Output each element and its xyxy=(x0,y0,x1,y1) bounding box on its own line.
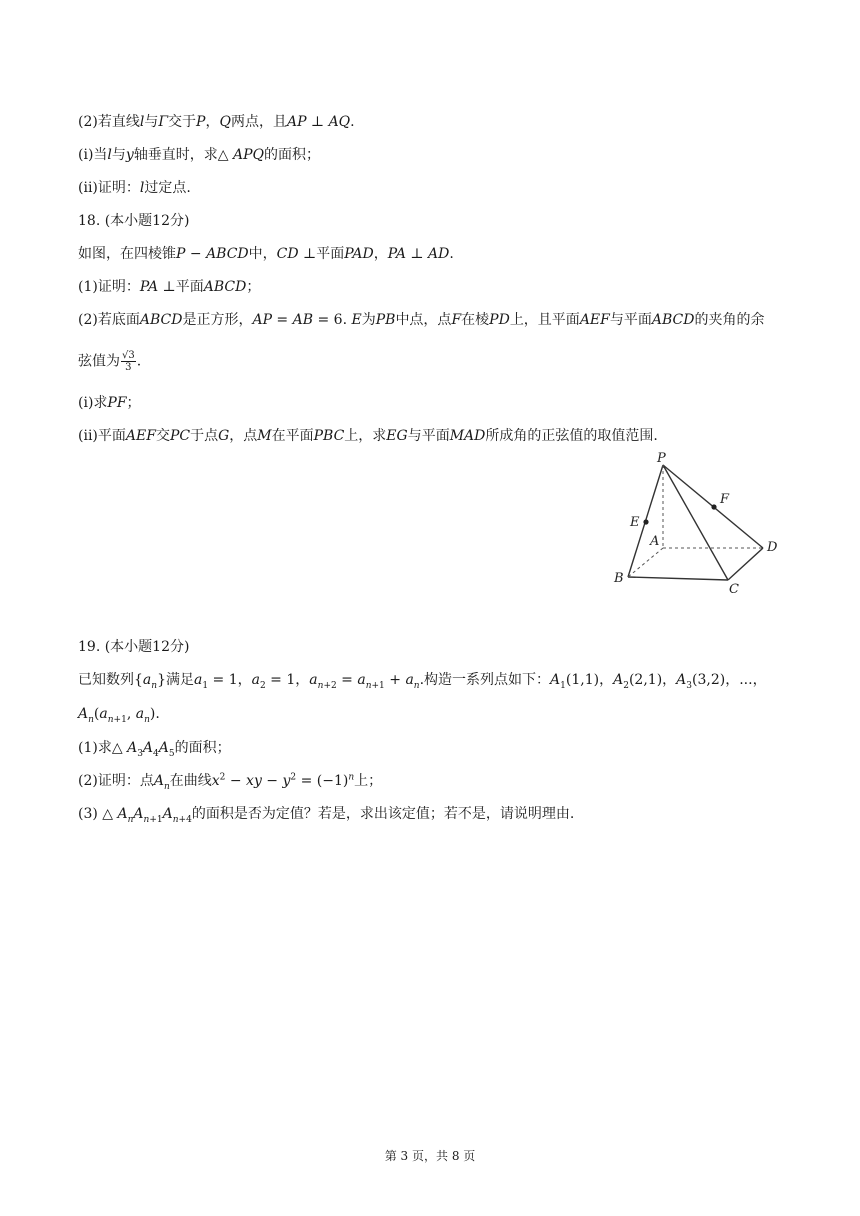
edge-pc xyxy=(663,465,728,580)
label-d: D xyxy=(767,540,778,555)
label-a: A xyxy=(650,534,660,549)
point-f xyxy=(711,504,716,509)
cosine-fraction: $\frac{√3}{3}$ xyxy=(122,350,135,373)
q19-part1: (1)求△ $A_3A_4A_5$的面积； xyxy=(78,740,231,759)
page-footer: 第 3 页，共 8 页 xyxy=(384,1149,476,1163)
q19-stem-line2: $A_n(a_{n+1}$, $a_n$). xyxy=(78,706,160,725)
label-f: F xyxy=(720,492,730,507)
q17-part2-intro: (2)若直线l与Γ交于P，Q两点，且AP ⊥ AQ. xyxy=(78,114,355,130)
q19-part3: (3) △ $A_nA_{n+1}A_{n+4}$的面积是否为定值？若是，求出该定值；若不是，请说明理由. xyxy=(78,806,575,825)
q18-header: 18. (本小题12分) xyxy=(78,213,190,229)
q19-stem-line1: 已知数列$\{a_n\}$满足$a_1 = 1$，$a_2 = 1$，$a_{n+2} = a_{n+1} + a_n$.构造一系列点如下：$A_1(1,1)$，$A_2(2,1)$，$A_3(3,2)$，...， xyxy=(78,672,767,691)
q19-part2: (2)证明：点$A_n$在曲线$x^2$ − xy − $y^2 = (-1)^n$上； xyxy=(78,772,383,792)
q18-part2-line1: (2)若底面ABCD是正方形，AP = AB = 6. E为PB中点，点F在棱PD上，且平面AEF与平面ABCD的夹角的余 xyxy=(78,312,765,328)
q18-part1: (1)证明：PA ⊥平面ABCD； xyxy=(78,279,261,295)
label-p: P xyxy=(657,451,666,466)
label-e: E xyxy=(630,515,640,530)
q17-part2-i: (i)当l与y轴垂直时，求△ APQ的面积； xyxy=(78,147,321,163)
q19-header: 19. (本小题12分) xyxy=(78,639,190,655)
point-e xyxy=(643,519,648,524)
q18-part2-line2: 弦值为 $\frac{√3}{3}$ . xyxy=(78,350,142,373)
pyramid-figure xyxy=(600,448,800,598)
label-c: C xyxy=(729,582,739,597)
q18-part2-ii: (ii)平面AEF交PC于点G，点M在平面PBC上，求EG与平面MAD所成角的正弦值的取值范围. xyxy=(78,428,658,444)
label-b: B xyxy=(614,571,624,586)
q18-part2-i: (i)求PF； xyxy=(78,395,141,411)
edge-bc xyxy=(628,577,728,580)
edge-cd xyxy=(728,548,763,580)
q17-part2-ii: (ii)证明：l过定点. xyxy=(78,180,191,196)
q18-stem: 如图，在四棱锥P − ABCD中，CD ⊥平面PAD，PA ⊥ AD. xyxy=(78,246,454,262)
